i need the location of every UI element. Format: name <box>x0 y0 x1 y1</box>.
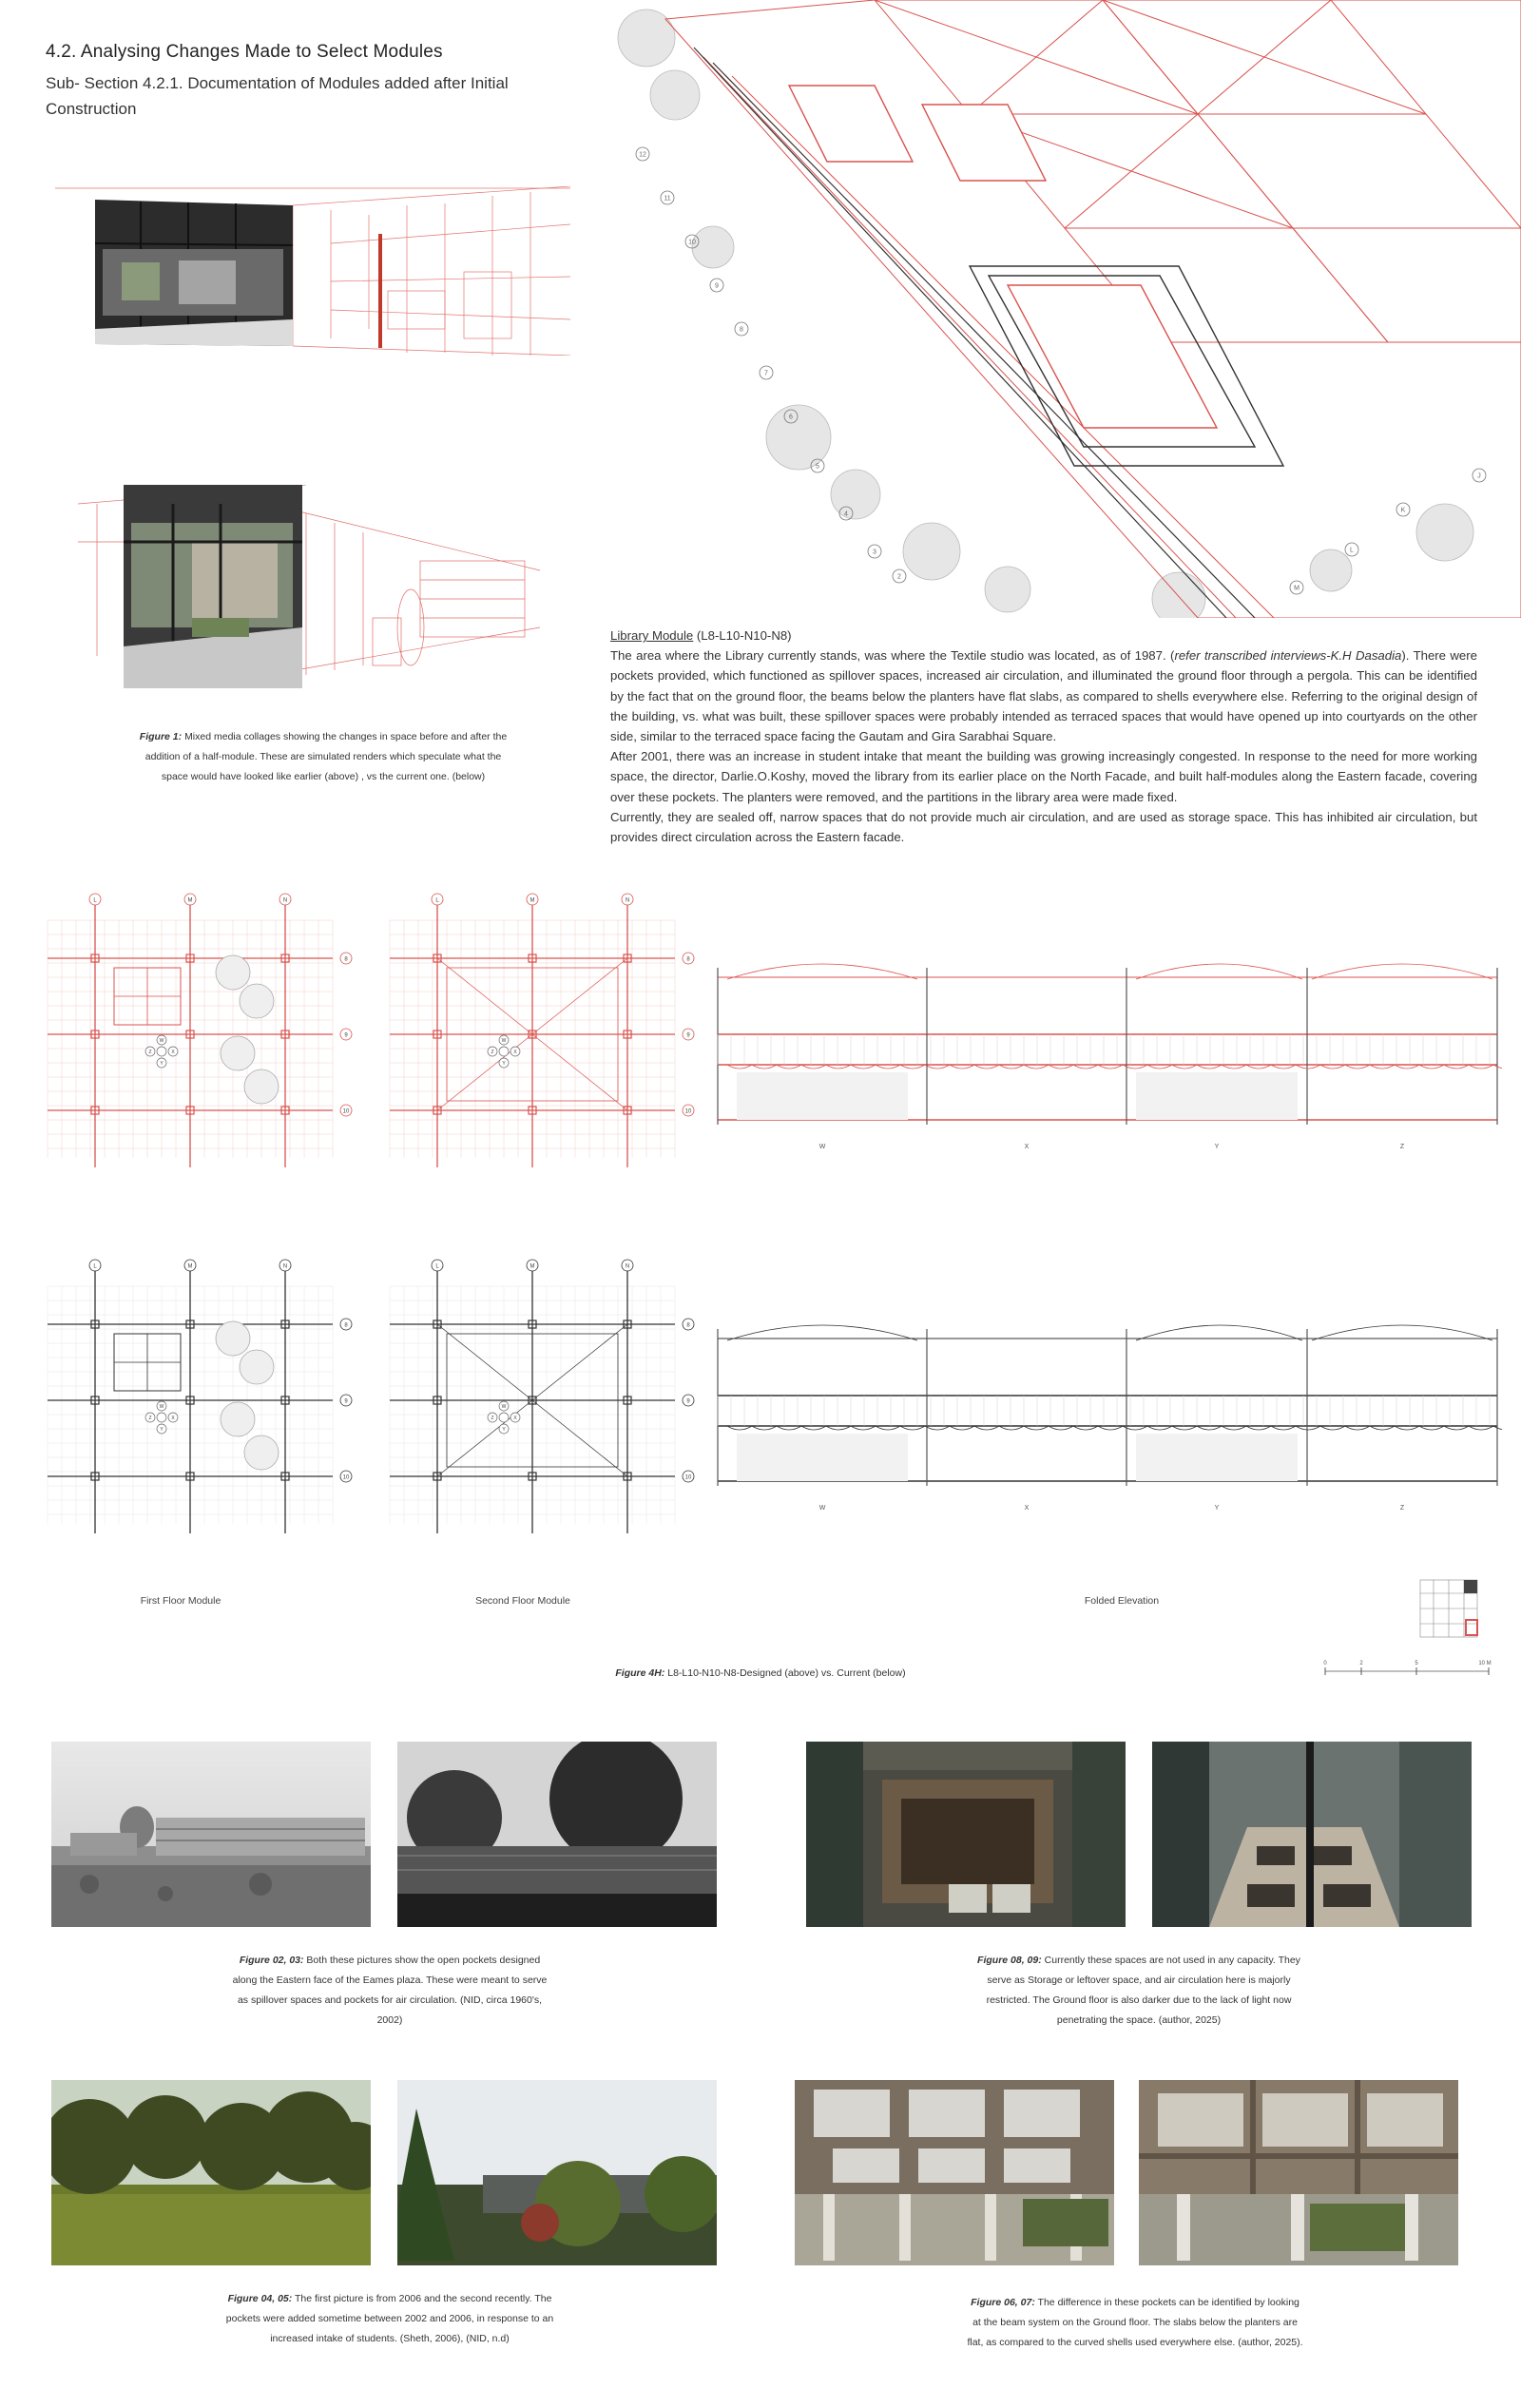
library-p1-rest: ). There were pockets provided, which functioned as spillover spaces, increased air circulation, and illuminated the ground floor through a pergola. This can be identified by the fact that on the ground floor, the beams below the planters have flat slabs, as compared to shells everywhere else. Referring to the original design of the building, vs. what was built, these spillover spaces were probably intended as terraced spaces that would have opened up into courtyards on the other side, similar to the terraced space facing the Gautam and Gira Sarabhai Square. <box>610 648 1477 744</box>
plan-node-label: X <box>171 1050 175 1055</box>
axo-grid-label-M: M <box>1294 585 1300 592</box>
library-heading: Library Module <box>610 628 694 643</box>
figure4h-text: L8-L10-N10-N8-Designed (above) vs. Current (below) <box>664 1667 906 1679</box>
library-axonometric-drawing <box>608 0 1521 618</box>
elevation-letter: Y <box>1214 1144 1220 1150</box>
figure0607-caption <box>966 2293 1304 2353</box>
plan-node-label: W <box>501 1038 507 1044</box>
figure0607-text: The difference in these pockets can be identified by looking at the beam system on the Ground floor. The slabs below the planters are flat, as compared to the curved shells used everywhere else. (author, 2025). <box>967 2297 1303 2348</box>
plan-node-label: Y <box>502 1427 506 1433</box>
plan-grid-number: 9 <box>344 1032 348 1039</box>
plan-grid-letter: M <box>529 1263 535 1270</box>
plan-grid-number: 10 <box>684 1474 692 1481</box>
axo-grid-label-7: 7 <box>764 370 768 377</box>
scale-tick-10: 10 M <box>1478 1661 1492 1666</box>
axo-grid-label-K: K <box>1400 507 1406 514</box>
plan-grid-number: 8 <box>686 956 690 963</box>
axo-grid-label-3: 3 <box>873 549 876 556</box>
plan-node-label: Z <box>491 1050 494 1055</box>
plan-grid-number: 9 <box>686 1398 690 1405</box>
elevation-letter: X <box>1024 1505 1030 1512</box>
library-paragraph-2: After 2001, there was an increase in student intake that meant the building was growing increasingly congested. In response to the need for more working space, the director, Darlie.O.Koshy, moved the library from its earlier place on the North Facade, and built half-modules along the Eastern facade, covering over these pockets. The planters were removed, and the partitions in the library area were made fixed. <box>610 749 1477 804</box>
photo-fig06-flat-slab <box>795 2080 1114 2265</box>
plan-node-label: Y <box>160 1061 164 1067</box>
plan-node-label: Z <box>491 1416 494 1421</box>
photo-fig03-eastern-face <box>397 1742 717 1927</box>
figure0203-text: Both these pictures show the open pockets designed along the Eastern face of the Eames plaza. These were meant to serve as spillover spaces and pockets for air circulation. (NID, circa 1960's, 2002) <box>232 1955 548 2026</box>
plan-node-label: W <box>159 1404 164 1410</box>
plan-node-label: X <box>513 1416 517 1421</box>
plan-node-label: X <box>171 1416 175 1421</box>
plan-grid-letter: L <box>93 1263 97 1270</box>
scale-tick-5: 5 <box>1415 1661 1418 1666</box>
photo-fig04-lawn-2006 <box>51 2080 371 2265</box>
axo-grid-label-2: 2 <box>897 573 901 581</box>
plan-node-label: W <box>159 1038 164 1044</box>
page-title: 4.2. Analysing Changes Made to Select Modules <box>46 42 443 62</box>
figure0405-caption <box>221 2289 559 2349</box>
plan-grid-letter: N <box>282 897 288 904</box>
photo-fig07-curved-shell <box>1139 2080 1458 2265</box>
axo-grid-label-10: 10 <box>688 239 696 246</box>
elevation-letter: Y <box>1214 1505 1220 1512</box>
figure0405-label: Figure 04, 05: <box>227 2293 293 2304</box>
photo-fig05-recent <box>397 2080 717 2265</box>
figure0607-label: Figure 06, 07: <box>971 2297 1035 2308</box>
elevation-letter: X <box>1024 1144 1030 1150</box>
scale-tick-0: 0 <box>1323 1661 1327 1666</box>
photo-fig09-sealed-pockets <box>1152 1742 1472 1927</box>
plans-and-elevations-drawing <box>29 892 1502 1576</box>
plan-grid-number: 8 <box>344 956 348 963</box>
library-paragraph-1 <box>610 645 1477 746</box>
axo-grid-label-6: 6 <box>789 414 793 421</box>
elevation-letter: Z <box>1399 1505 1405 1512</box>
figure0809-caption <box>977 1951 1300 2031</box>
plan-grid-letter: N <box>282 1263 288 1270</box>
figure0203-label: Figure 02, 03: <box>239 1955 304 1966</box>
elevation-letter: W <box>818 1144 826 1150</box>
plan-grid-number: 9 <box>344 1398 348 1405</box>
plan-node-label: X <box>513 1050 517 1055</box>
photo-fig02-historic-campus <box>51 1742 371 1927</box>
plan-node-label: Y <box>160 1427 164 1433</box>
page-subtitle: Sub- Section 4.2.1. Documentation of Modules added after Initial Construction <box>46 74 509 118</box>
plan-grid-letter: M <box>187 1263 193 1270</box>
library-p1-ref: refer transcribed interviews-K.H Dasadia <box>1174 648 1402 664</box>
axo-grid-label-11: 11 <box>664 195 671 202</box>
first-floor-module-label: First Floor Module <box>140 1595 221 1607</box>
photo-fig08-storage-space <box>806 1742 1126 1927</box>
axo-grid-label-L: L <box>1350 547 1354 554</box>
plan-grid-letter: N <box>625 1263 630 1270</box>
plan-grid-letter: M <box>187 897 193 904</box>
figure4h-label: Figure 4H: <box>615 1667 665 1679</box>
figure1-caption <box>133 727 513 787</box>
collage-after-image <box>78 485 540 688</box>
library-heading-suffix: (L8-L10-N10-N8) <box>693 628 792 643</box>
axo-grid-label-9: 9 <box>715 282 719 290</box>
elevation-letter: Z <box>1399 1144 1405 1150</box>
plan-grid-number: 8 <box>344 1322 348 1329</box>
figure0809-label: Figure 08, 09: <box>977 1955 1042 1966</box>
plan-grid-letter: M <box>529 897 535 904</box>
key-plan-thumbnail <box>1416 1576 1483 1643</box>
axo-grid-label-8: 8 <box>740 326 743 334</box>
elevation-letter: W <box>818 1505 826 1512</box>
scale-tick-2: 2 <box>1359 1661 1363 1666</box>
axo-grid-label-5: 5 <box>816 463 819 471</box>
plan-node-label: Y <box>502 1061 506 1067</box>
library-p1-start: The area where the Library currently stands, was where the Textile studio was located, as of 1987. ( <box>610 648 1175 664</box>
plan-grid-number: 8 <box>686 1322 690 1329</box>
axo-grid-label-4: 4 <box>844 510 848 518</box>
axo-grid-label-J: J <box>1477 472 1481 480</box>
plan-grid-letter: L <box>93 897 97 904</box>
library-paragraph-3: Currently, they are sealed off, narrow spaces that do not provide much air circulation, and are used as storage space. This has inhibited air circulation, but provides direct circulation across the Eastern facade. <box>610 809 1477 845</box>
plan-grid-number: 10 <box>684 1108 692 1115</box>
plan-node-label: W <box>501 1404 507 1410</box>
figure0203-caption <box>228 1951 551 2031</box>
axo-grid-label-12: 12 <box>639 151 646 159</box>
plan-grid-number: 10 <box>342 1474 350 1481</box>
folded-elevation-label: Folded Elevation <box>1084 1595 1160 1607</box>
second-floor-module-label: Second Floor Module <box>475 1595 570 1607</box>
plan-grid-number: 9 <box>686 1032 690 1039</box>
collage-before-image <box>46 186 570 356</box>
library-module-text <box>610 626 1477 847</box>
library-heading-line <box>610 626 1477 645</box>
plan-grid-letter: N <box>625 897 630 904</box>
figure0405-text: The first picture is from 2006 and the second recently. The pockets were added sometime between 2002 and 2006, in response to an increased intake of students. (Sheth, 2006), (NID, n.d) <box>225 2293 554 2344</box>
scale-bar <box>1321 1656 1492 1683</box>
plan-node-label: Z <box>148 1050 152 1055</box>
figure1-label: Figure 1: <box>139 731 183 742</box>
figure0809-text: Currently these spaces are not used in any capacity. They serve as Storage or leftover space, and air circulation here is majorly restricted. The Ground floor is also darker due to the lack of light now penetrating the space. (author, 2025) <box>986 1955 1300 2026</box>
figure4h-caption <box>409 1667 1112 1679</box>
plan-grid-number: 10 <box>342 1108 350 1115</box>
plan-node-label: Z <box>148 1416 152 1421</box>
plan-grid-letter: L <box>435 897 439 904</box>
plan-grid-letter: L <box>435 1263 439 1270</box>
figure1-text: Mixed media collages showing the changes in space before and after the addition of a half-module. These are simulated renders which speculate what the space would have looked like earlier (above) , vs the current one. (below) <box>144 731 508 782</box>
